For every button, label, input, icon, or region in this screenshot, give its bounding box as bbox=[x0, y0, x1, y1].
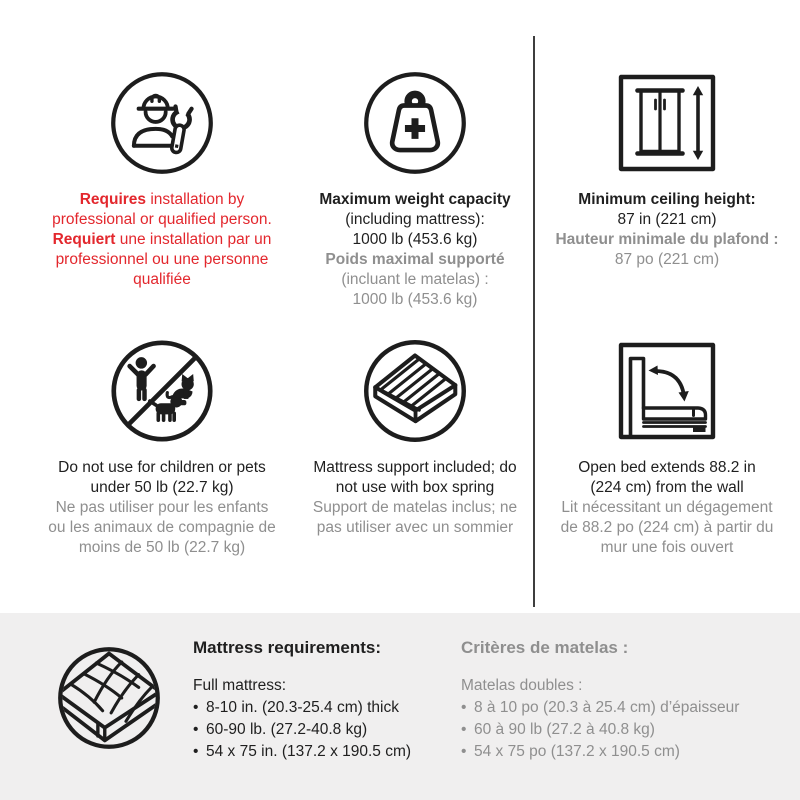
mattress-support-caption bbox=[313, 458, 517, 538]
weight-plus-icon bbox=[362, 70, 468, 176]
text-line: ou les animaux de compagnie de bbox=[48, 519, 276, 536]
slatted-mattress-support-icon bbox=[362, 338, 468, 444]
text-line: Requires installation by bbox=[79, 191, 245, 208]
text-line: (224 cm) from the wall bbox=[590, 479, 744, 496]
support-icon-wrap bbox=[362, 338, 468, 444]
open-bed-icon-wrap bbox=[617, 338, 717, 444]
list-item: • 60 à 90 lb (27.2 à 40.8 kg) bbox=[461, 719, 739, 741]
list-item: • 60-90 lb. (27.2-40.8 kg) bbox=[193, 719, 461, 741]
text-line: 1000 lb (453.6 kg) bbox=[352, 231, 478, 248]
text-line: pas utiliser avec un sommier bbox=[316, 519, 514, 536]
text-line: de 88.2 po (224 cm) à partir du bbox=[560, 519, 774, 536]
list-item: • 8 à 10 po (20.3 à 25.4 cm) d’épaisseur bbox=[461, 697, 739, 719]
no-children-pets-icon bbox=[109, 338, 215, 444]
mattress-requirements-heading-fr: Critères de matelas : bbox=[461, 638, 629, 657]
text-line: moins de 50 lb (22.7 kg) bbox=[78, 539, 246, 556]
weight-caption bbox=[319, 190, 510, 310]
text-line: professional or qualified person. bbox=[52, 211, 272, 228]
text-line: Do not use for children or pets bbox=[58, 459, 266, 476]
no-children-pets-caption bbox=[48, 458, 275, 558]
mattress-requirements-panel bbox=[0, 613, 800, 800]
spec-weight-capacity bbox=[296, 70, 534, 338]
text-line: professionnel ou une personne bbox=[55, 251, 269, 268]
mattress-requirements-en bbox=[193, 638, 461, 800]
list-item: • 8-10 in. (20.3-25.4 cm) thick bbox=[193, 697, 461, 719]
open-bed-from-wall-icon bbox=[617, 341, 717, 441]
ceiling-height-cabinet-arrow-icon bbox=[617, 73, 717, 173]
text-line: Lit nécessitant un dégagement bbox=[561, 499, 773, 516]
spec-mattress-support bbox=[296, 338, 534, 613]
text-line: Ne pas utiliser pour les enfants bbox=[55, 499, 269, 516]
no-children-pets-icon-wrap bbox=[109, 338, 215, 444]
text-line: 1000 lb (453.6 kg) bbox=[352, 291, 478, 308]
ceiling-icon-wrap bbox=[617, 70, 717, 176]
mattress-requirements-heading-en: Mattress requirements: bbox=[193, 638, 382, 657]
list-item: • 54 x 75 in. (137.2 x 190.5 cm) bbox=[193, 741, 461, 763]
mattress-specs-list-fr bbox=[461, 697, 739, 763]
mattress-size-label-en: Full mattress: bbox=[193, 677, 287, 694]
installer-hardhat-wrench-icon bbox=[109, 70, 215, 176]
ceiling-caption bbox=[555, 190, 778, 270]
text-line: qualifiée bbox=[133, 271, 191, 288]
text-line: Requiert une installation par un bbox=[52, 231, 272, 248]
open-bed-caption bbox=[561, 458, 774, 558]
text-line: under 50 lb (22.7 kg) bbox=[90, 479, 234, 496]
text-line: mur une fois ouvert bbox=[600, 539, 734, 556]
spec-installation bbox=[0, 70, 296, 338]
spec-no-children-pets bbox=[0, 338, 296, 613]
spec-ceiling-height bbox=[534, 70, 800, 338]
mattress-corner-icon bbox=[56, 645, 162, 751]
text-line: Maximum weight capacity bbox=[319, 191, 511, 208]
mattress-icon-wrap bbox=[56, 645, 162, 800]
mattress-size-label-fr: Matelas doubles : bbox=[461, 677, 583, 694]
text-line: 87 po (221 cm) bbox=[614, 251, 720, 268]
text-line: Mattress support included; do bbox=[313, 459, 517, 476]
text-line: Support de matelas inclus; ne bbox=[312, 499, 518, 516]
text-line: Poids maximal supporté bbox=[325, 251, 505, 268]
text-line: not use with box spring bbox=[335, 479, 495, 496]
mattress-specs-list-en bbox=[193, 697, 461, 763]
installer-icon-wrap bbox=[109, 70, 215, 176]
spec-open-bed bbox=[534, 338, 800, 613]
installation-caption bbox=[52, 190, 272, 290]
vertical-divider bbox=[533, 36, 535, 607]
text-line: Open bed extends 88.2 in bbox=[578, 459, 756, 476]
mattress-requirements-fr bbox=[461, 638, 739, 800]
text-line: Hauteur minimale du plafond : bbox=[555, 231, 779, 248]
weight-icon-wrap bbox=[362, 70, 468, 176]
text-line: (incluant le matelas) : bbox=[341, 271, 489, 288]
text-line: 87 in (221 cm) bbox=[617, 211, 717, 228]
text-line: (including mattress): bbox=[345, 211, 485, 228]
list-item: • 54 x 75 po (137.2 x 190.5 cm) bbox=[461, 741, 739, 763]
text-line: Minimum ceiling height: bbox=[578, 191, 756, 208]
